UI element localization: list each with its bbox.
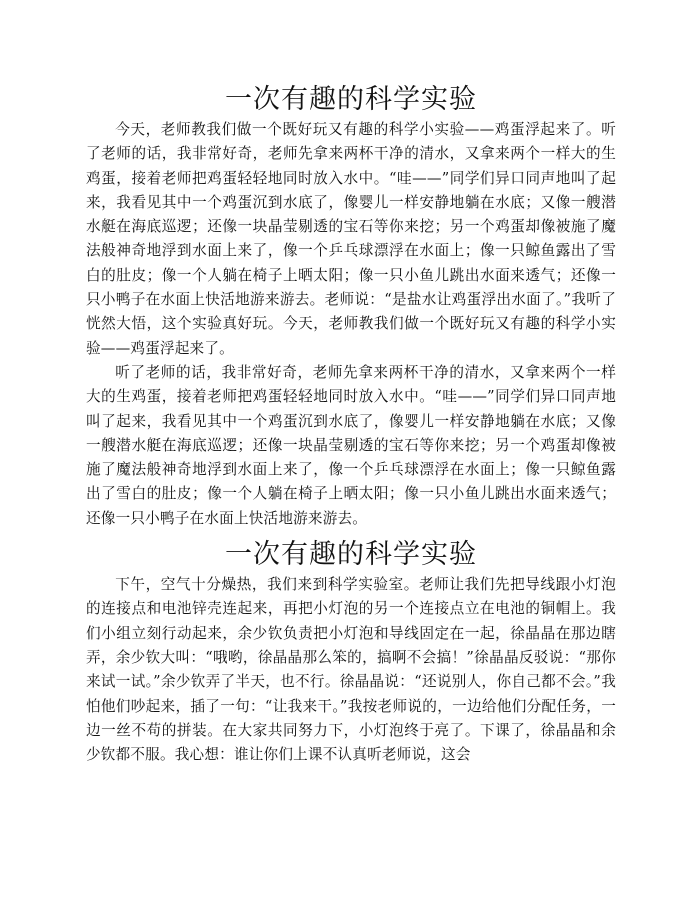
article-1-paragraph-1: 今天，老师教我们做一个既好玩又有趣的科学小实验——鸡蛋浮起来了。听了老师的话，我非常好奇，老师先拿来两杯干净的清水，又拿来两个一样大的生鸡蛋，接着老师把鸡蛋轻轻地同时放入水中。“哇——”同学们异口同声地叫了起来，我看见其中一个鸡蛋沉到水底了，像婴儿一样安静地躺在水底；又像一艘潜水艇在海底巡逻；还像一块晶莹剔透的宝石等你来挖；另一个鸡蛋却像被施了魔法般神奇地浮到水面上来了，像一个乒乓球漂浮在水面上；像一只鲸鱼露出了雪白的肚皮；像一个人躺在椅子上晒太阳；像一只小鱼儿跳出水面来透气；还像一只小鸭子在水面上快活地游来游去。老师说：“是盐水让鸡蛋浮出水面了。”我听了恍然大悟，这个实验真好玩。今天，老师教我们做一个既好玩又有趣的科学小实验——鸡蛋浮起来了。 (86, 121, 616, 357)
article-1-paragraph-2: 听了老师的话，我非常好奇，老师先拿来两杯干净的清水，又拿来两个一样大的生鸡蛋，接着老师把鸡蛋轻轻地同时放入水中。“哇——”同学们异口同声地叫了起来，我看见其中一个鸡蛋沉到水底了，像婴儿一样安静地躺在水底；又像一艘潜水艇在海底巡逻；还像一块晶莹剔透的宝石等你来挖；另一个鸡蛋却像被施了魔法般神奇地浮到水面上来了，像一个乒乓球漂浮在水面上；像一只鲸鱼露出了雪白的肚皮；像一个人躺在椅子上晒太阳；像一只小鱼儿跳出水面来透气；还像一只小鸭子在水面上快活地游来游去。 (86, 363, 616, 527)
article-title-1: 一次有趣的科学实验 (225, 84, 477, 115)
article-title-2: 一次有趣的科学实验 (225, 539, 477, 571)
article-2-paragraph-1: 下午，空气十分燥热，我们来到科学实验室。老师让我们先把导线跟小灯泡的连接点和电池锌壳连起来，再把小灯泡的另一个连接点立在电池的铜帽上。我们小组立刻行动起来，余少钦负责把小灯泡和导线固定在一起，徐晶晶在那边瞎弄，余少钦大叫：“哦哟，徐晶晶那么笨的，搞啊不会搞！”徐晶晶反驳说：“那你来试一试。”余少钦弄了半天，也不行。徐晶晶说：“还说别人，你自己都不会。”我怕他们吵起来，插了一句：“让我来干。”我按老师说的，一边给他们分配任务，一边一丝不苟的拼装。在大家共同努力下，小灯泡终于亮了。下课了，徐晶晶和余少钦都不服。我心想：谁让你们上课不认真听老师说，这会 (86, 576, 616, 764)
document-page (86, 82, 616, 767)
